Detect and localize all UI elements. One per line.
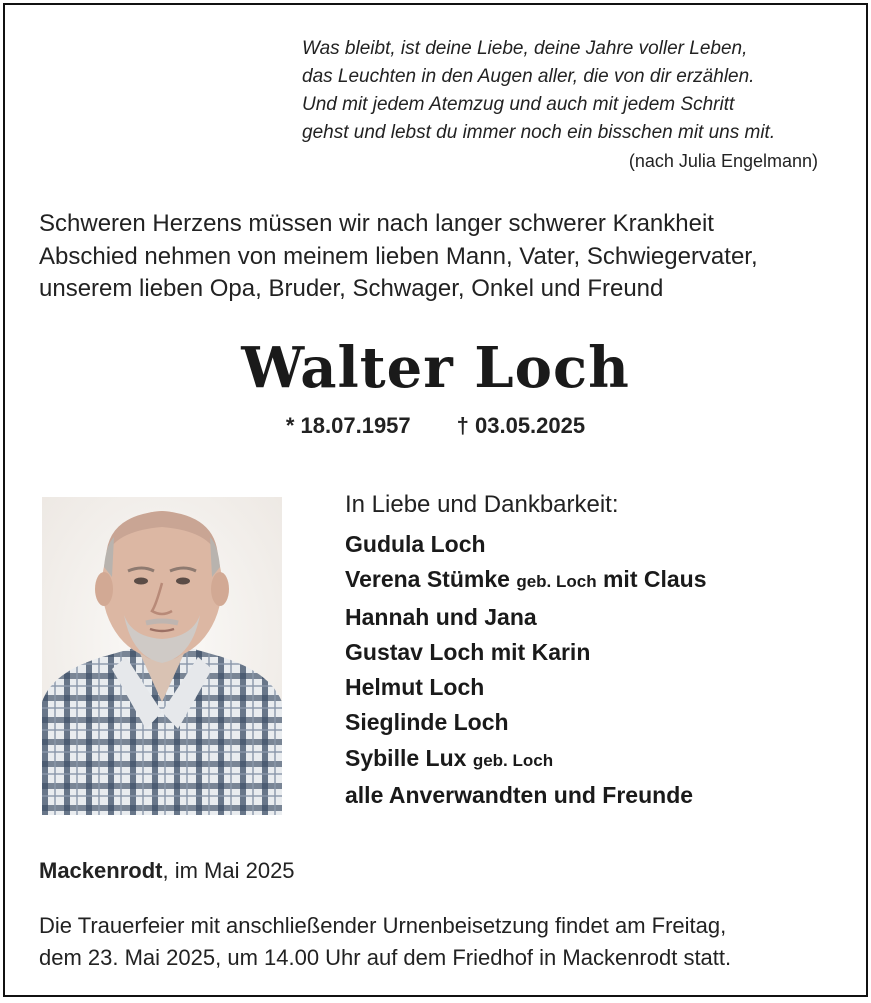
mourner-entry bbox=[345, 600, 845, 635]
mourner-name: Verena Stümke bbox=[345, 566, 510, 593]
mourner-entry bbox=[345, 741, 845, 778]
mourner-entry bbox=[345, 778, 845, 813]
mourner-entry bbox=[345, 705, 845, 740]
place-date: , im Mai 2025 bbox=[162, 858, 295, 883]
mourner-entry bbox=[345, 527, 845, 562]
poem-line: Was bleibt, ist deine Liebe, deine Jahre voller Leben, bbox=[302, 38, 748, 59]
poem-line: Und mit jedem Atemzug und auch mit jedem Schritt bbox=[302, 94, 735, 115]
funeral-service-info bbox=[39, 910, 849, 974]
maiden-name-note: geb. Loch bbox=[472, 750, 554, 770]
death-date: † 03.05.2025 bbox=[456, 413, 586, 438]
poem-line: gehst und lebst du immer noch ein bisschen mit uns mit. bbox=[302, 122, 776, 143]
mourner-name: Gustav Loch mit Karin bbox=[345, 638, 591, 665]
mourners-list bbox=[345, 483, 845, 813]
mourner-name: Helmut Loch bbox=[345, 674, 485, 701]
mourner-name: Gudula Loch bbox=[345, 531, 486, 557]
mourner-entry bbox=[345, 562, 845, 599]
mourner-name: alle Anverwandten und Freunde bbox=[345, 782, 694, 809]
birth-date: * 18.07.1957 bbox=[285, 413, 411, 438]
intro-text bbox=[39, 208, 839, 306]
portrait-image bbox=[42, 497, 282, 815]
poem bbox=[302, 35, 842, 147]
mourner-name: Sybille Lux bbox=[345, 744, 467, 771]
intro-line: Schweren Herzens müssen wir nach langer schwerer Krankheit bbox=[39, 210, 714, 237]
intro-line: Abschied nehmen von meinem lieben Mann, Vater, Schwiegervater, bbox=[39, 242, 758, 270]
mourner-entry bbox=[345, 670, 845, 705]
obituary-notice bbox=[3, 3, 868, 997]
mourner-name: Hannah und Jana bbox=[345, 603, 537, 630]
mourner-name: Sieglinde Loch bbox=[345, 709, 509, 736]
service-line: Die Trauerfeier mit anschließender Urnenbeisetzung findet am Freitag, bbox=[39, 913, 727, 938]
poem-line: das Leuchten in den Augen aller, die von dir erzählen. bbox=[302, 66, 755, 87]
place-and-date bbox=[39, 858, 295, 884]
poem-source: (nach Julia Engelmann) bbox=[628, 151, 818, 171]
mourners-heading: In Liebe und Dankbarkeit: bbox=[345, 491, 619, 518]
deceased-name: Walter Loch bbox=[241, 335, 630, 401]
maiden-name-note: geb. Loch bbox=[516, 572, 597, 592]
mourner-suffix: mit Claus bbox=[602, 566, 707, 593]
mourner-entry bbox=[345, 635, 845, 670]
life-dates bbox=[5, 413, 866, 439]
intro-line: unserem lieben Opa, Bruder, Schwager, Onkel und Freund bbox=[39, 275, 664, 302]
portrait-photo bbox=[42, 497, 282, 815]
service-line: dem 23. Mai 2025, um 14.00 Uhr auf dem Friedhof in Mackenrodt statt. bbox=[39, 945, 732, 970]
place-town: Mackenrodt bbox=[39, 858, 163, 883]
